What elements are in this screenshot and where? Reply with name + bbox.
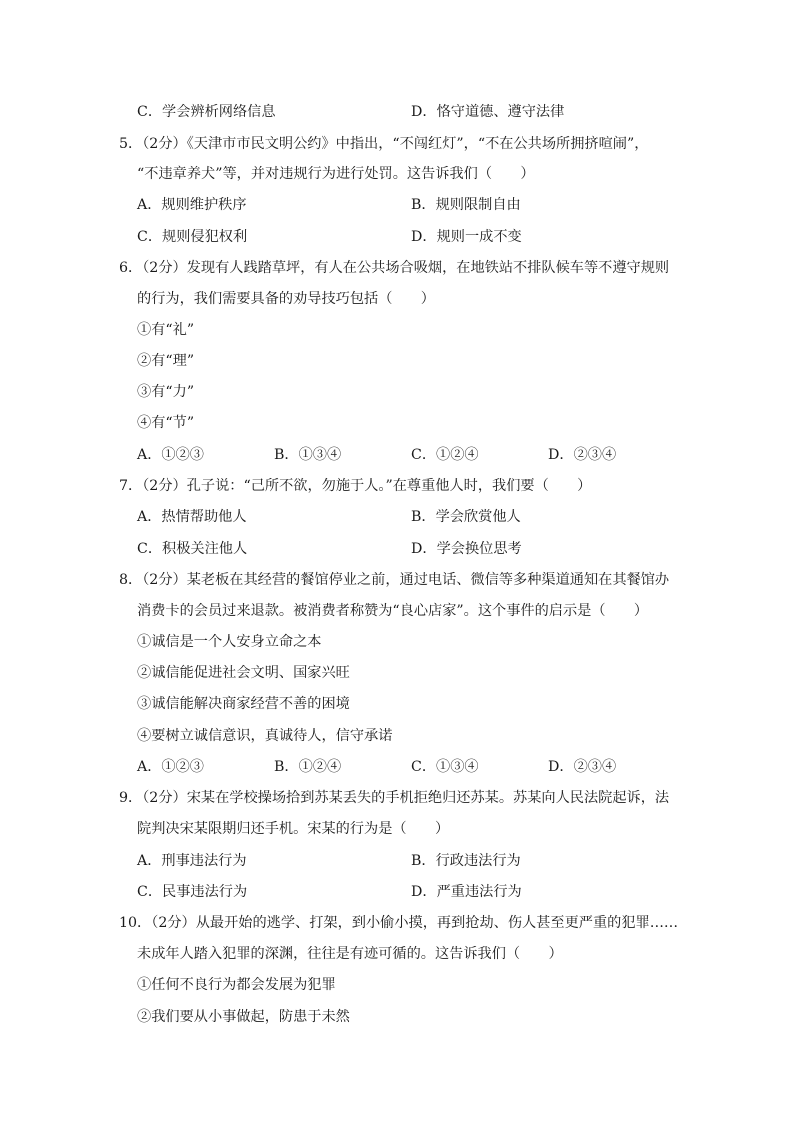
q5-option-c: C．规则侵犯权利: [137, 229, 248, 245]
q8-statement-1: ①诚信是一个人安身立命之本: [137, 634, 322, 650]
q6-option-c: C．①②④: [411, 447, 479, 463]
q10-stem-line1: 10．（2分）从最开始的逃学、打架，到小偷小摸，再到抢劫、伤人甚至更严重的犯罪……: [119, 915, 679, 931]
q6-statement-3: ③有“力”: [137, 384, 195, 400]
q8-option-b: B．①②④: [274, 759, 342, 775]
q8-stem-line2: 消费卡的会员过来退款。被消费者称赞为“良心店家”。这个事件的启示是（ ）: [137, 603, 649, 619]
q8-stem-line1: 8．（2分）某老板在其经营的餐馆停业之前，通过电话、微信等多种渠道通知在其餐馆办: [119, 572, 670, 588]
q7-option-b: B．学会欣赏他人: [411, 509, 521, 525]
q9-option-a: A．刑事违法行为: [137, 853, 247, 869]
q7-option-d: D．学会换位思考: [411, 541, 522, 557]
q6-option-d: D．②③④: [548, 447, 617, 463]
q6-option-a: A．①②③: [137, 447, 204, 463]
q8-statement-2: ②诚信能促进社会文明、国家兴旺: [137, 665, 350, 681]
q6-option-b: B．①③④: [274, 447, 342, 463]
q7-stem-line1: 7．（2分）孔子说：“己所不欲，勿施于人。”在尊重他人时，我们要（ ）: [119, 478, 592, 494]
q9-option-d: D．严重违法行为: [411, 884, 522, 900]
q5-option-b: B．规则限制自由: [411, 197, 521, 213]
q5-option-d: D．规则一成不变: [411, 229, 522, 245]
q6-stem-line1: 6．（2分）发现有人践踏草坪，有人在公共场合吸烟，在地铁站不排队候车等不遵守规则: [119, 260, 670, 276]
q5-stem-line2: “不违章养犬”等，并对违规行为进行处罚。这告诉我们（ ）: [137, 166, 535, 182]
q9-stem-line1: 9．（2分）宋某在学校操场拾到苏某丢失的手机拒绝归还苏某。苏某向人民法院起诉，法: [119, 790, 670, 806]
q8-statement-4: ④要树立诚信意识，真诚待人，信守承诺: [137, 728, 393, 744]
q4-option-c: C．学会辨析网络信息: [137, 104, 276, 120]
q8-option-c: C．①③④: [411, 759, 479, 775]
q5-stem-line1: 5．（2分）《天津市市民文明公约》中指出，“不闯红灯”，“不在公共场所拥挤喧闹”，: [119, 136, 649, 152]
q9-option-c: C．民事违法行为: [137, 884, 248, 900]
q7-option-c: C．积极关注他人: [137, 541, 248, 557]
q6-statement-1: ①有“礼”: [137, 322, 195, 338]
q5-option-a: A．规则维护秩序: [137, 197, 247, 213]
q10-stem-line2: 未成年人踏入犯罪的深渊，往往是有迹可循的。这告诉我们（ ）: [137, 946, 563, 962]
q7-option-a: A．热情帮助他人: [137, 509, 247, 525]
q6-statement-2: ②有“理”: [137, 353, 195, 369]
q9-option-b: B．行政违法行为: [411, 853, 521, 869]
q4-option-d: D．恪守道德、遵守法律: [411, 104, 565, 120]
q8-option-a: A．①②③: [137, 759, 204, 775]
q10-statement-2: ②我们要从小事做起，防患于未然: [137, 1009, 350, 1025]
q6-stem-line2: 的行为，我们需要具备的劝导技巧包括（ ）: [137, 291, 435, 307]
q6-statement-4: ④有“节”: [137, 415, 195, 431]
q9-stem-line2: 院判决宋某限期归还手机。宋某的行为是（ ）: [137, 821, 450, 837]
q8-statement-3: ③诚信能解决商家经营不善的困境: [137, 696, 350, 712]
q10-statement-1: ①任何不良行为都会发展为犯罪: [137, 977, 336, 993]
q8-option-d: D．②③④: [548, 759, 617, 775]
